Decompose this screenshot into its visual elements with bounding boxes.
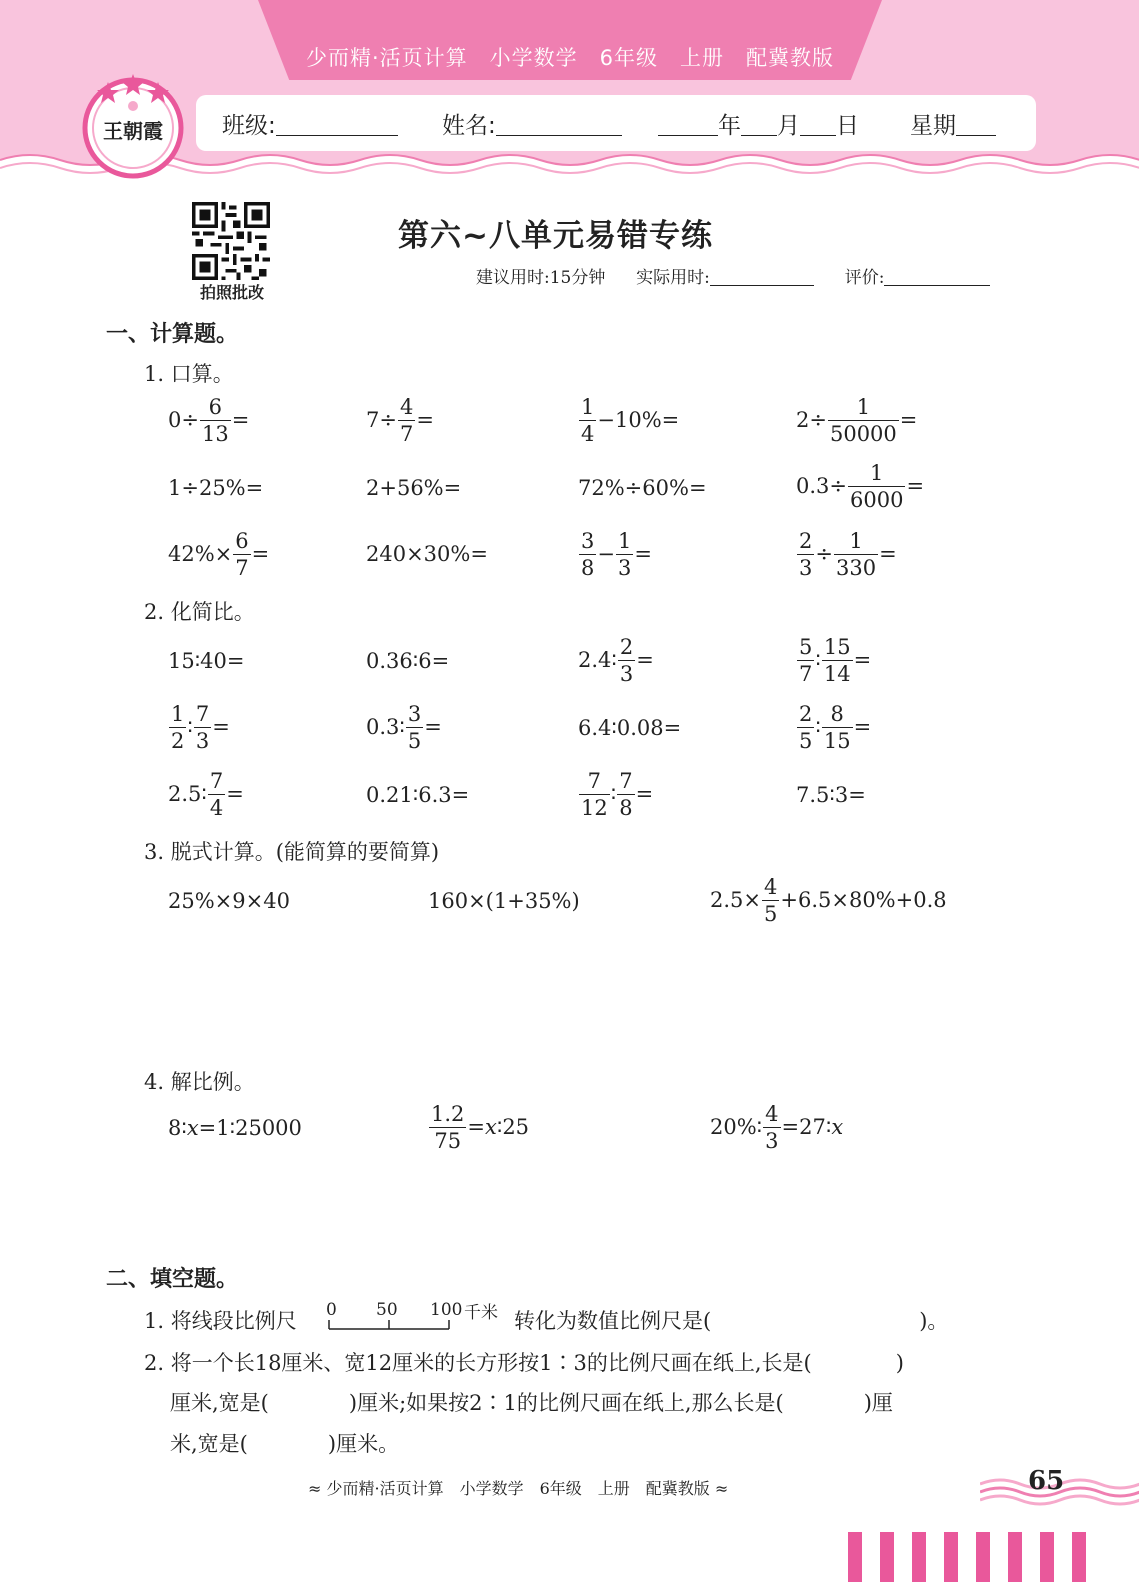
- q2-r2-a: $\frac{1}{2}$ ∶ $\frac{7}{3}$ =: [171, 702, 230, 754]
- footer-stripe: [1040, 1532, 1054, 1582]
- footer-stripe: [976, 1532, 990, 1582]
- q4-c: 20%∶ $\frac{4}{3}$ =27∶x: [710, 1102, 844, 1154]
- scale-label-0: 0: [326, 1300, 337, 1320]
- q1-r3-c: $\frac{3}{8}$ − $\frac{1}{3}$ =: [581, 529, 652, 581]
- fill-q2-line1[interactable]: 2. 将一个长18厘米、宽12厘米的长方形按1∶3的比例尺画在纸上,长是( ): [144, 1351, 904, 1375]
- month-blank[interactable]: [741, 115, 777, 136]
- footer-stripe: [944, 1532, 958, 1582]
- q2-title: 2. 化简比。: [144, 600, 255, 624]
- actual-time-blank[interactable]: [710, 269, 814, 286]
- q1-r2-b: 2+56%=: [366, 476, 462, 500]
- q4-title: 4. 解比例。: [144, 1070, 255, 1094]
- fill-q2-line2[interactable]: 厘米,宽是( )厘米;如果按2∶1的比例尺画在纸上,那么长是( )厘: [170, 1391, 893, 1415]
- q1-r1-b: 7÷ $\frac{4}{7}$ =: [366, 395, 434, 447]
- q2-r3-d: 7.5∶3=: [796, 783, 866, 807]
- fill-q1-prefix: 1. 将线段比例尺: [144, 1309, 297, 1333]
- q3-b: 160×(1+35%): [428, 889, 580, 913]
- page-number: 65: [1028, 1466, 1065, 1496]
- scale-unit: 千米: [464, 1303, 498, 1323]
- q1-r1-a: 0÷ $\frac{6}{13}$ =: [168, 395, 250, 447]
- scale-label-50: 50: [376, 1300, 398, 1320]
- rating-blank[interactable]: [884, 269, 990, 286]
- series-title: 少而精·活页计算 小学数学 6年级 上册 配冀教版: [305, 46, 835, 70]
- q3-title: 3. 脱式计算。(能简算的要简算): [144, 840, 440, 864]
- class-label: 班级:: [222, 113, 276, 139]
- q1-title: 1. 口算。: [144, 362, 234, 386]
- date-field[interactable]: [658, 107, 859, 140]
- q4-a: 8∶x=1∶25000: [168, 1116, 302, 1140]
- section1-title: 一、计算题。: [106, 322, 239, 347]
- fill-q1: [144, 1305, 297, 1335]
- weekday-label: 星期: [910, 113, 956, 139]
- name-label: 姓名:: [442, 113, 496, 139]
- weekday-blank[interactable]: [956, 115, 996, 136]
- fill-q1-end: )。: [919, 1309, 949, 1333]
- class-blank[interactable]: [276, 115, 398, 136]
- name-blank[interactable]: [496, 115, 622, 136]
- q2-r1-d: $\frac{5}{7}$ ∶ $\frac{15}{14}$ =: [799, 635, 872, 687]
- footer-text: ≈ 少而精·活页计算 小学数学 6年级 上册 配冀教版 ≈: [308, 1479, 729, 1498]
- line-segment-scale: [326, 1300, 506, 1334]
- footer-stripe: [912, 1532, 926, 1582]
- footer-stripe: [1072, 1532, 1086, 1582]
- brand-logo: [78, 70, 188, 180]
- footer-stripe: [848, 1532, 862, 1582]
- name-field[interactable]: [442, 107, 622, 140]
- q1-r3-b: 240×30%=: [366, 542, 488, 566]
- footer-stripe: [880, 1532, 894, 1582]
- q1-r2-a: 1÷25%=: [168, 476, 264, 500]
- year-label: 年: [718, 113, 741, 139]
- q1-r1-c: $\frac{1}{4}$ −10%=: [581, 395, 680, 447]
- fill-q1-text: 转化为数值比例尺是(: [514, 1309, 712, 1333]
- q2-r2-b: 0.3∶ $\frac{3}{5}$ =: [366, 702, 442, 754]
- q1-r2-c: 72%÷60%=: [578, 476, 707, 500]
- q2-r2-c: 6.4∶0.08=: [578, 716, 682, 740]
- day-label: 日: [836, 113, 859, 139]
- q1-r3-d: $\frac{2}{3}$ ÷ $\frac{1}{330}$ =: [799, 529, 897, 581]
- section2-title: 二、填空题。: [106, 1267, 239, 1292]
- suggested-time: 建议用时:15分钟: [476, 268, 606, 288]
- logo-text: 王朝霞: [103, 119, 163, 143]
- fill-q1-answer[interactable]: [514, 1305, 948, 1335]
- q2-r1-b: 0.36∶6=: [366, 649, 450, 673]
- qr-caption: 拍照批改: [199, 283, 264, 302]
- q2-r1-c: 2.4∶ $\frac{2}{3}$ =: [578, 635, 654, 687]
- q2-r2-d: $\frac{2}{5}$ ∶ $\frac{8}{15}$ =: [799, 702, 872, 754]
- q4-b: $\frac{1.2}{75}$ =x∶25: [431, 1102, 530, 1154]
- time-line: [476, 263, 990, 288]
- q2-r1-a: 15∶40=: [168, 649, 245, 673]
- q3-a: 25%×9×40: [168, 889, 290, 913]
- footer-stripe: [1008, 1532, 1022, 1582]
- actual-time-label: 实际用时:: [636, 268, 710, 288]
- class-field[interactable]: [222, 107, 398, 140]
- rating-label: 评价:: [844, 268, 885, 288]
- day-blank[interactable]: [800, 115, 836, 136]
- month-label: 月: [777, 113, 800, 139]
- scale-label-100: 100: [430, 1300, 463, 1320]
- q2-r3-c: $\frac{7}{12}$ ∶ $\frac{7}{8}$ =: [581, 769, 654, 821]
- q1-r2-d: 0.3÷ $\frac{1}{6000}$ =: [796, 461, 925, 513]
- fill-q2-line3[interactable]: 米,宽是( )厘米。: [170, 1432, 400, 1456]
- qr-code[interactable]: [192, 202, 270, 280]
- q1-r1-d: 2÷ $\frac{1}{50000}$ =: [796, 395, 918, 447]
- scale-bar: [326, 1318, 456, 1332]
- q1-r3-a: 42%× $\frac{6}{7}$ =: [168, 529, 270, 581]
- q3-c: 2.5× $\frac{4}{5}$ +6.5×80%+0.8: [710, 875, 947, 927]
- page-title: 第六~八单元易错专练: [398, 218, 713, 254]
- weekday-field[interactable]: [910, 107, 996, 140]
- q2-r3-b: 0.21∶6.3=: [366, 783, 470, 807]
- year-blank[interactable]: [658, 115, 718, 136]
- q2-r3-a: 2.5∶ $\frac{7}{4}$ =: [168, 769, 244, 821]
